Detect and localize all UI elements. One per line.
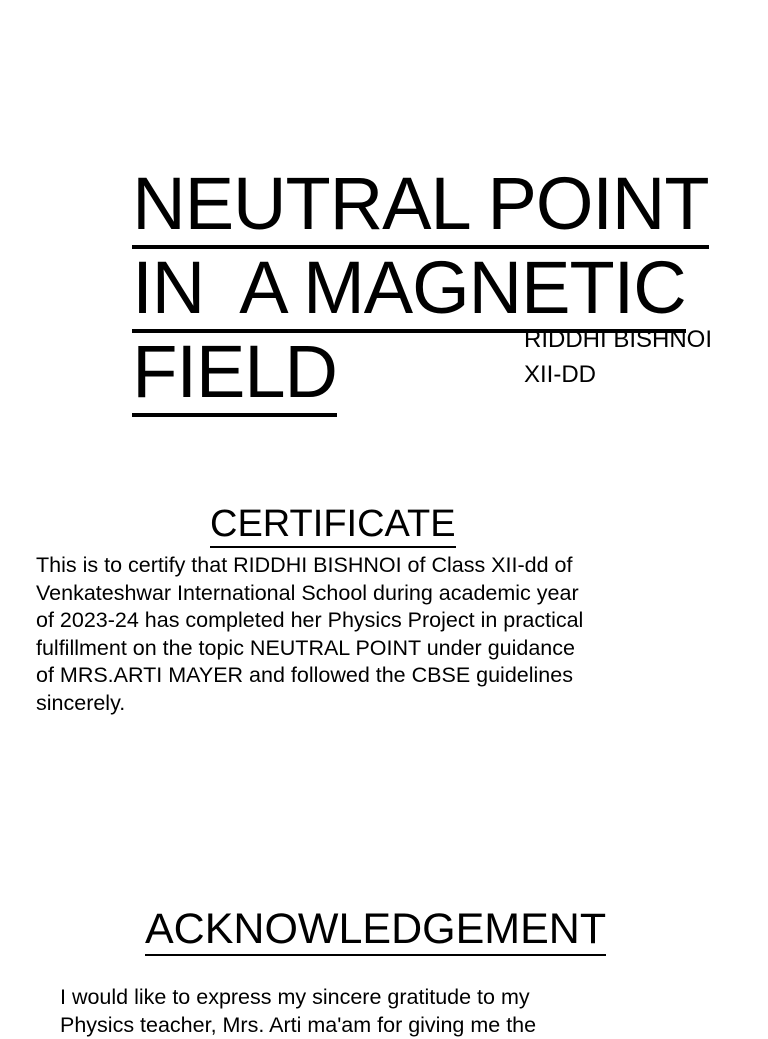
certificate-heading-text: CERTIFICATE bbox=[210, 503, 456, 548]
acknowledgement-line: Physics teacher, Mrs. Arti ma'am for giving me the bbox=[60, 1012, 536, 1039]
certificate-line: This is to certify that RIDDHI BISHNOI of Class XII-dd of bbox=[36, 552, 583, 580]
certificate-line: Venkateshwar International School during academic year bbox=[36, 580, 583, 608]
acknowledgement-body bbox=[60, 984, 536, 1039]
author-name: RIDDHI BISHNOI bbox=[524, 324, 712, 356]
acknowledgement-line: I would like to express my sincere gratitude to my bbox=[60, 984, 536, 1012]
author-class: XII-DD bbox=[524, 359, 596, 391]
acknowledgement-heading-text: ACKNOWLEDGEMENT bbox=[145, 905, 606, 956]
certificate-line: sincerely. bbox=[36, 690, 583, 718]
title-line-3-text: FIELD bbox=[132, 333, 337, 417]
certificate-line: of 2023-24 has completed her Physics Project in practical bbox=[36, 607, 583, 635]
certificate-body bbox=[36, 552, 583, 717]
certificate-line: of MRS.ARTI MAYER and followed the CBSE guidelines bbox=[36, 662, 583, 690]
title-line-3 bbox=[54, 252, 337, 497]
title-line-2-text: IN A MAGNETIC bbox=[132, 249, 685, 333]
acknowledgement-heading bbox=[145, 904, 606, 954]
title-line-1-text: NEUTRAL POINT bbox=[132, 165, 708, 249]
certificate-line: fulfillment on the topic NEUTRAL POINT under guidance bbox=[36, 635, 583, 663]
certificate-heading bbox=[210, 502, 456, 546]
